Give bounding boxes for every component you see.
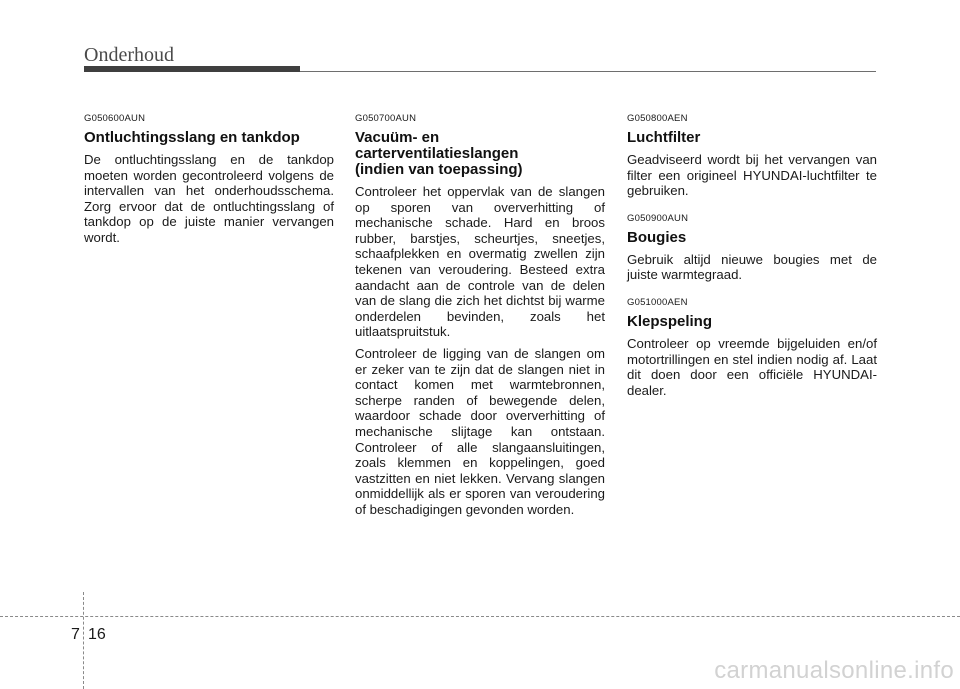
heading-line: Vacuüm- en bbox=[355, 129, 440, 146]
section-vacuumslangen bbox=[355, 113, 605, 517]
heading-line: Bougies bbox=[627, 228, 687, 246]
heading-line: (indien van toepassing) bbox=[355, 161, 523, 178]
paragraph: Gebruik altijd nieuwe bougies met de juiste warmtegraad. bbox=[627, 251, 877, 283]
column-3 bbox=[627, 113, 877, 412]
section-heading bbox=[84, 130, 334, 146]
page-number: 16 bbox=[88, 626, 106, 643]
footer-dashed-divider bbox=[83, 592, 84, 689]
column-2 bbox=[355, 113, 605, 531]
heading-line: carterventilatieslangen bbox=[355, 145, 519, 162]
paragraph: Geadviseerd wordt bij het vervangen van filter een origineel HYUNDAI-luchtfilter te gebruiken. bbox=[627, 152, 877, 199]
header-rule bbox=[300, 71, 876, 72]
footer-dashed-rule bbox=[0, 616, 960, 617]
section-luchtfilter bbox=[627, 113, 877, 199]
column-1 bbox=[84, 113, 334, 260]
heading-line: Luchtfilter bbox=[627, 129, 701, 146]
section-bougies bbox=[627, 213, 877, 283]
paragraph: Controleer op vreemde bijgeluiden en/of motortrillingen en stel indien nodig af. Laat dit doen door een officiële HYUNDAI-dealer. bbox=[627, 335, 877, 398]
watermark: carmanualsonline.info bbox=[714, 657, 954, 684]
section-heading bbox=[355, 130, 605, 178]
heading-line: Ontluchtingsslang en tankdop bbox=[84, 129, 300, 146]
section-ontluchtingsslang bbox=[84, 113, 334, 246]
header-bar bbox=[84, 66, 300, 72]
paragraph: Controleer de ligging van de slangen om er zeker van te zijn dat de slangen niet in contact komen met warmtebronnen, scherpe randen of bewegende delen, waardoor schade door oververhitting of mechanische slijtage kan ontstaan. Controleer of alle slangaansluitingen, zoals klemmen en koppelingen, goed vastzitten en niet lekken. Vervang slangen onmiddellijk als er sporen van veroudering of beschadigingen gevonden worden. bbox=[355, 345, 605, 517]
section-code: G050600AUN bbox=[84, 113, 146, 124]
page-title: Onderhoud bbox=[84, 44, 174, 66]
heading-line: Klepspeling bbox=[627, 312, 713, 330]
paragraph: De ontluchtingsslang en de tankdop moeten worden gecontroleerd volgens de intervallen van het onderhoudsschema. Zorg ervoor dat de ontluchtingsslang of tankdop op de juiste manier vervangen wordt. bbox=[84, 152, 334, 245]
section-code: G050900AUN bbox=[627, 212, 689, 224]
section-code: G050800AEN bbox=[627, 113, 688, 124]
section-heading bbox=[627, 230, 877, 246]
section-heading bbox=[627, 130, 877, 146]
section-code: G051000AEN bbox=[627, 296, 688, 308]
section-code: G050700AUN bbox=[355, 113, 417, 124]
chapter-number: 7 bbox=[71, 626, 80, 643]
section-klepspeling bbox=[627, 297, 877, 398]
paragraph: Controleer het oppervlak van de slangen op sporen van oververhitting of mechanische schade. Hard en broos rubber, barstjes, scheurtjes, sneetjes, schaafplekken en overmatig zwellen zijn tekenen van veroudering. Besteed extra aandacht aan de controle van de delen van de slang die zich het dichtst bij warme onderdelen bevinden, zoals het uitlaatspruitstuk. bbox=[355, 184, 605, 340]
section-heading bbox=[627, 314, 877, 330]
